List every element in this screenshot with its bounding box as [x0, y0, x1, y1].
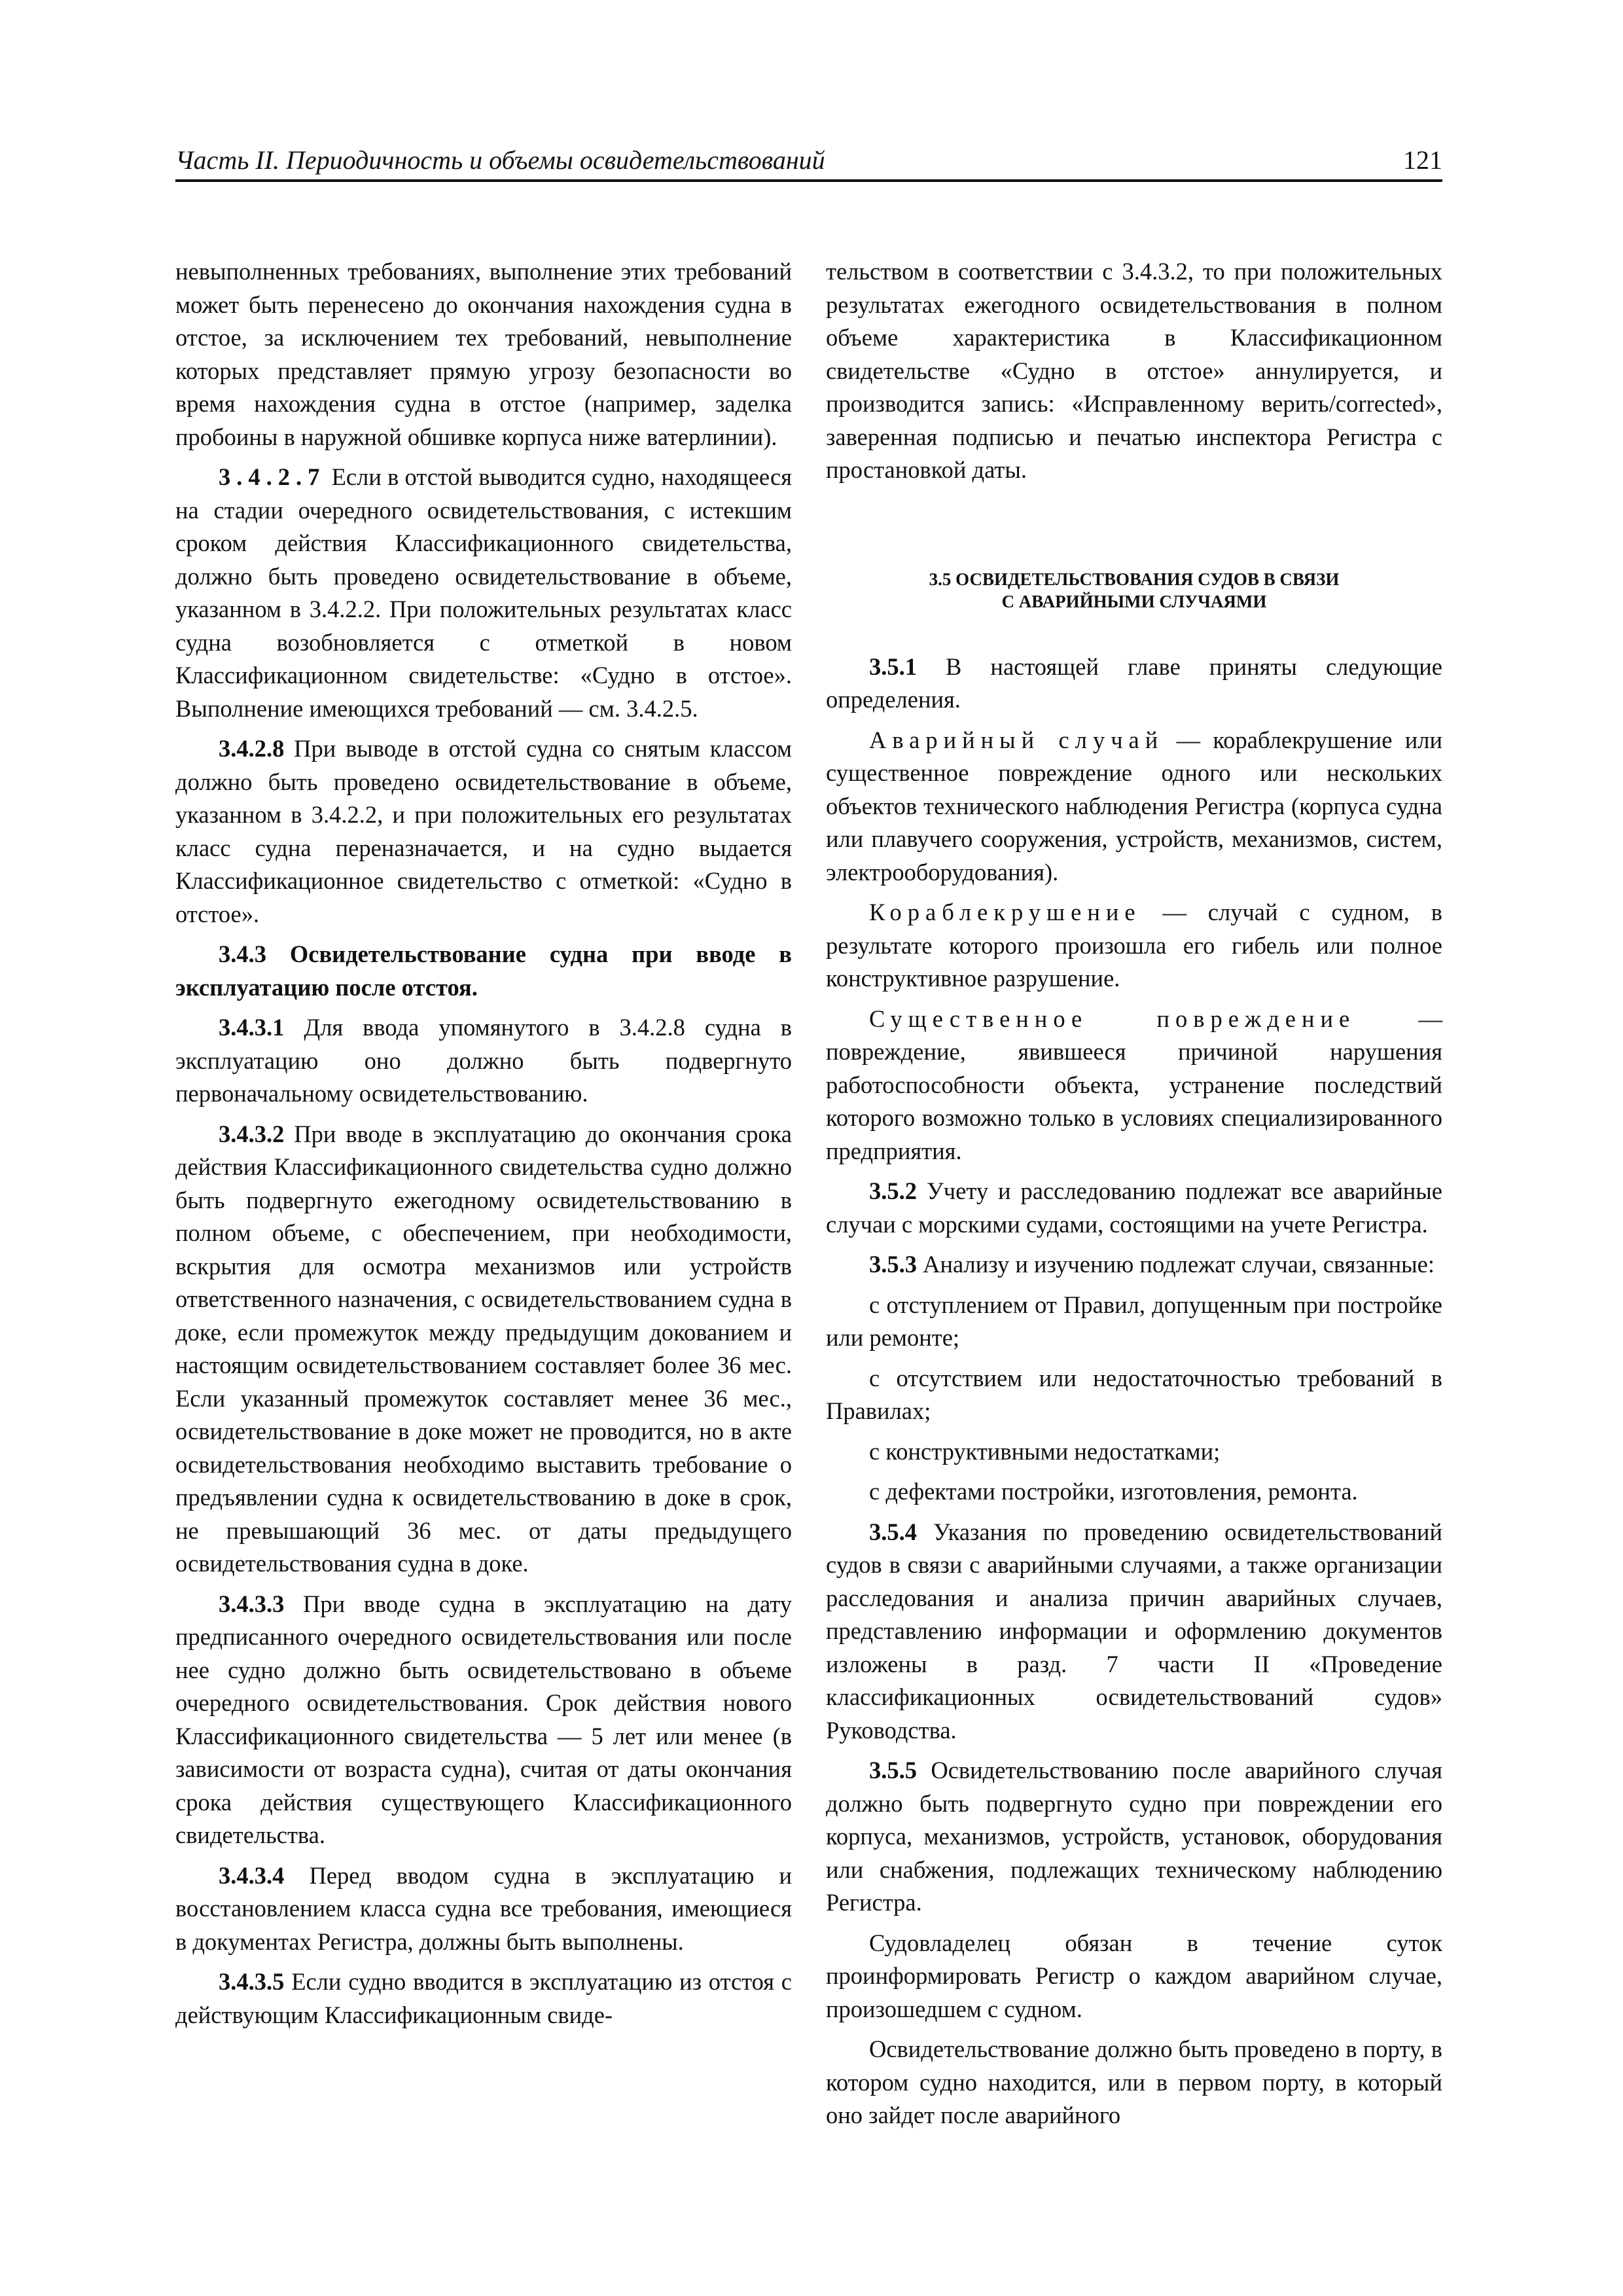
clause-text: Освидетельствованию после аварийного случая должно быть подвергнуто судно при повреждении его корпуса, механизмов, устройств, установок, оборудования или снабжения, подлежащих техническому наблюдению Регистра.	[826, 1757, 1443, 1916]
clause-number: 3.4.3.2	[219, 1120, 285, 1147]
clause-text: Указания по проведению освидетельствований судов в связи с аварийными случаями, а также организации расследования и анализа причин аварийных случаев, представлению информации и оформлению документов изложены в разд. 7 части II «Проведение классификационных освидетельствований судов» Руководства.	[826, 1518, 1442, 1744]
clause-3-4-2-7	[175, 461, 792, 725]
definition-shipwreck	[826, 896, 1442, 996]
list-item: с отсутствием или недостаточностью требований в Правилах;	[826, 1364, 1442, 1424]
clause-3-4-3-2	[175, 1118, 792, 1581]
clause-text: Если судно вводится в эксплуатацию из отстоя с действующим Классификационным свиде-	[175, 1968, 792, 2028]
clause-number: 3.4.3.4	[219, 1861, 285, 1889]
running-title: Часть II. Периодичность и объемы освидетельствований	[175, 145, 825, 175]
clause-3-5-5	[826, 1754, 1442, 1920]
definition-text: — повреждение, явившееся причиной нарушения работоспособности объекта, устранение последствий которого возможно только в условиях специализированного предприятия.	[826, 1005, 1442, 1164]
definition-term: Кораблекрушение	[869, 899, 1141, 925]
clause-3-5-3	[826, 1248, 1442, 1282]
paragraph-survey-port: Освидетельствование должно быть проведено в порту, в котором судно находится, или в первом порту, в который оно зайдет после аварийного	[826, 2036, 1442, 2128]
definition-major-damage	[826, 1003, 1442, 1168]
clause-text: Учету и расследованию подлежат все аварийные случаи с морскими судами, состоящими на учете Регистра.	[826, 1177, 1442, 1238]
right-column	[826, 255, 1442, 2140]
paragraph-continuation	[175, 255, 792, 454]
paragraph-owner-obligation: Судовладелец обязан в течение суток проинформировать Регистр о каждом аварийном случае, произошедшем с судном.	[826, 1929, 1442, 2022]
clause-text: При вводе в эксплуатацию до окончания срока действия Классификационного свидетельства судно должно быть подвергнуто ежегодному освидетельствованию в полном объеме, с обеспечением, при необходимости, вскрытия для осмотра механизмов или устройств ответственного назначения, с освидетельствованием судна в доке, если промежуток между предыдущим докованием и настоящим освидетельствованием составляет более 36 мес. Если указанный промежуток составляет менее 36 мес., освидетельствование в доке может не проводится, но в акте освидетельствования необходимо выставить требование о предъявлении судна к освидетельствованию в доке в срок, не превышающий 36 мес. от даты предыдущего освидетельствования судна в доке.	[175, 1120, 793, 1577]
list-item: с конструктивными недостатками;	[869, 1437, 1221, 1465]
clause-text: Если в отстой выводится судно, находящееся на стадии очередного освидетельствования, с истекшим сроком действия Классификационного свидетельства, должно быть проведено освидетельствование в объеме, указанном в 3.4.2.2. При положительных результатах класс судна возобновляется с отметкой в новом Классификационном свидетельстве: «Судно в отстое». Выполнение имеющихся требований — см. 3.4.2.5.	[175, 463, 792, 722]
definition-term: Существенное повреждение	[869, 1005, 1356, 1032]
clause-number: 3.4.3.5	[219, 1968, 285, 1995]
definition-text: — случай с судном, в результате которого произошла его гибель или полное конструктивное разрушение.	[826, 899, 1442, 992]
clause-number: 3.4.2.7	[219, 463, 326, 490]
clause-text: В настоящей главе приняты следующие определения.	[826, 653, 1443, 713]
clause-number: 3.5.3	[869, 1251, 917, 1278]
section-heading-line: С АВАРИЙНЫМИ СЛУЧАЯМИ	[1001, 591, 1267, 611]
clause-3-4-3-5	[175, 1965, 792, 2032]
left-column	[175, 255, 792, 2039]
clause-3-5-4	[826, 1516, 1442, 1748]
clause-text: Анализу и изучению подлежат случаи, связанные:	[923, 1251, 1435, 1278]
clause-text: Для ввода упомянутого в 3.4.2.8 судна в эксплуатацию оно должно быть подвергнуто первоначальному освидетельствованию.	[175, 1014, 792, 1107]
clause-number: 3.4.3.3	[219, 1590, 285, 1617]
clause-3-4-2-8	[175, 732, 792, 931]
page-number: 121	[1403, 145, 1442, 175]
clause-3-5-1	[826, 651, 1442, 717]
clause-3-4-3-3	[175, 1588, 792, 1852]
paragraph-text: невыполненных требованиях, выполнение этих требований может быть перенесено до окончания нахождения судна в отстое, за исключением тех требований, невыполнение которых представляет прямую угрозу безопасности во время нахождения судна в отстое (например, заделка пробоины в наружной обшивке корпуса ниже ватерлинии).	[175, 258, 792, 450]
clause-3-5-2	[826, 1175, 1442, 1241]
section-heading-3-5	[826, 568, 1442, 613]
clause-3-4-3-4	[175, 1859, 792, 1959]
clause-number: 3.5.1	[869, 653, 917, 680]
subsection-heading-3-4-3: 3.4.3 Освидетельствование судна при вводе в эксплуатацию после отстоя.	[175, 941, 792, 1001]
definition-accident	[826, 724, 1442, 889]
clause-text: При выводе в отстой судна со снятым классом должно быть проведено освидетельствование в объеме, указанном в 3.4.2.2, и при положительных его результатах класс судна переназначается, и на судно выдается Классификационное свидетельство с отметкой: «Судно в отстое».	[175, 735, 792, 927]
section-heading-line: 3.5 ОСВИДЕТЕЛЬСТВОВАНИЯ СУДОВ В СВЯЗИ	[929, 569, 1340, 589]
clause-text: Перед вводом судна в эксплуатацию и восстановлением класса судна все требования, имеющиеся в документах Регистра, должны быть выполнены.	[175, 1861, 792, 1955]
clause-text: При вводе судна в эксплуатацию на дату предписанного очередного освидетельствования или после нее судно должно быть освидетельствовано в объеме очередного освидетельствования. Срок действия нового Классификационного свидетельства — 5 лет или менее (в зависимости от возраста судна), считая от даты окончания срока действия существующего Классификационного свидетельства.	[175, 1590, 793, 1848]
clause-number: 3.4.3.1	[219, 1014, 285, 1041]
list-item: с дефектами постройки, изготовления, ремонта.	[869, 1478, 1358, 1505]
definition-term: Аварийный случай	[869, 726, 1164, 753]
list-item: с отступлением от Правил, допущенным при постройке или ремонте;	[826, 1291, 1442, 1351]
running-header	[175, 139, 1442, 182]
clause-number: 3.5.4	[869, 1518, 917, 1545]
paragraph-continuation	[826, 255, 1442, 487]
paragraph-text: тельством в соответствии с 3.4.3.2, то при положительных результатах ежегодного освидетельствования в полном объеме характеристика в Классификационном свидетельстве «Судно в отстое» аннулируется, и производится запись: «Исправленному верить/corrected», заверенная подписью и печатью инспектора Регистра с простановкой даты.	[826, 258, 1442, 483]
clause-number: 3.4.2.8	[219, 735, 285, 762]
clause-number: 3.5.5	[869, 1757, 917, 1784]
clause-number: 3.5.2	[869, 1177, 917, 1204]
definition-text: — кораблекрушение или существенное повреждение одного или нескольких объектов технического наблюдения Регистра (корпуса судна или плавучего сооружения, устройств, механизмов, систем, электрооборудования).	[826, 726, 1442, 886]
clause-3-4-3-1	[175, 1011, 792, 1111]
